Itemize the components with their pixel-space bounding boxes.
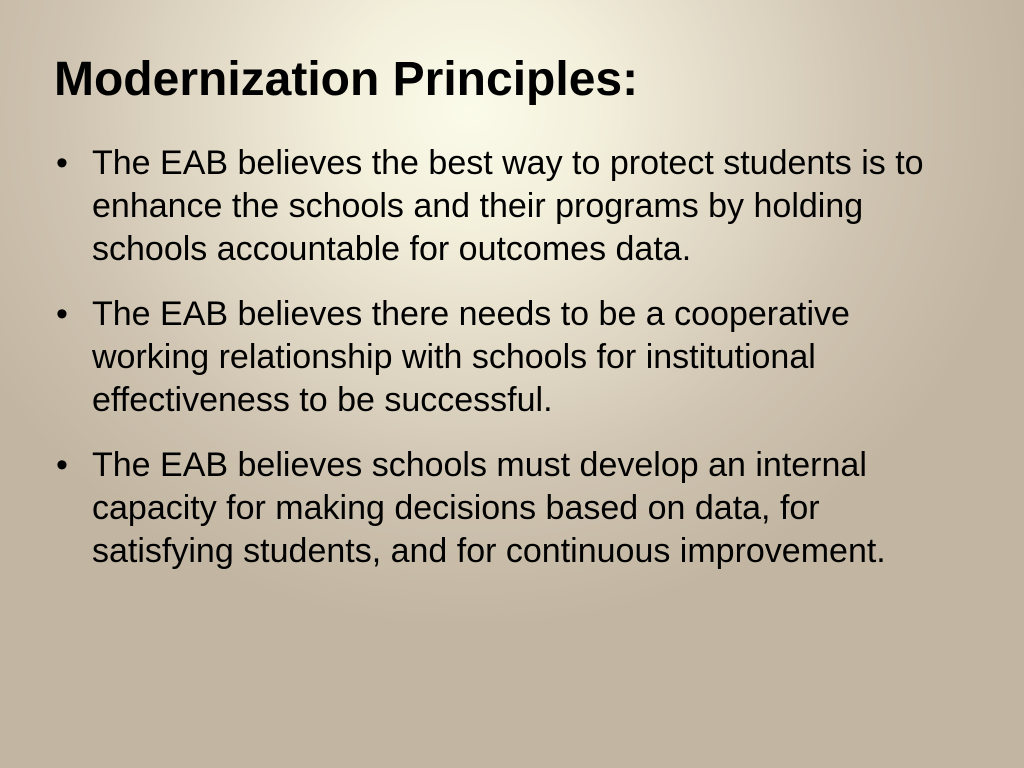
bullet-item-protect-students bbox=[54, 142, 964, 271]
bullet-mark: • bbox=[56, 144, 68, 182]
bullet-list bbox=[54, 142, 964, 595]
bullet-item-cooperative-relationship bbox=[54, 293, 964, 422]
bullet-text: The EAB believes there needs to be a cooperative working relationship with schools for institutional effectiveness to be successful. bbox=[92, 295, 850, 419]
bullet-item-internal-capacity bbox=[54, 444, 964, 573]
slide-title: Modernization Principles: bbox=[54, 53, 639, 106]
bullet-text: The EAB believes the best way to protect students is to enhance the schools and their programs by holding schools accountable for outcomes data. bbox=[92, 144, 924, 268]
bullet-mark: • bbox=[56, 295, 68, 333]
bullet-mark: • bbox=[56, 446, 68, 484]
bullet-text: The EAB believes schools must develop an internal capacity for making decisions based on data, for satisfying students, and for continuous improvement. bbox=[92, 446, 886, 570]
